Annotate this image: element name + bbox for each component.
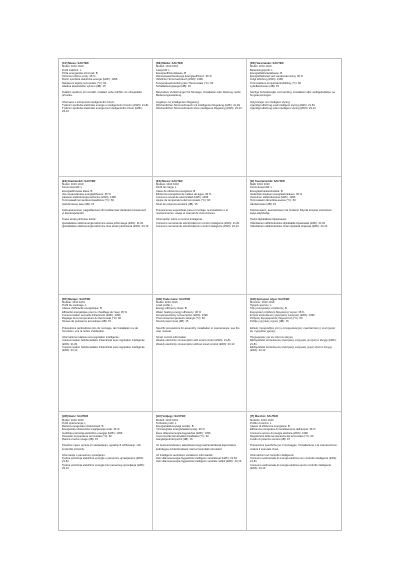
product-card [59,177,153,295]
spec-line: Energieffektivitetsklasse: B [250,71,283,75]
spec-line: Ενεργειακή απόδοση θέρμανσης νερού: 36 % [250,310,305,314]
note-line: Precauciones específicas para el montaje, la instalación o el mantenimiento: véase el manual de instrucciones. [156,208,228,215]
product-card [153,59,247,177]
spec-line: Vedenlämmityksen energiatehokkuus: 36 % [250,192,303,196]
product-card [247,59,341,177]
spec-line: Malli: 1010 1010 [250,183,270,186]
spec-line: Modell: 1010 1010 [156,418,179,422]
spec-line: Μοντέλο: 1010 1010 [250,300,275,304]
spec-line: Termostatens temperaturindstilling (°C): 60 [250,81,301,85]
card-title: [DK] Varemærke: SAUTER [250,62,284,65]
spec-line: Consommation annuelle d'électricité (kWh): 1396 [62,313,121,317]
spec-line: Vízmelegítési energiahatékonyság: 36 % [156,428,205,432]
product-card [247,412,341,530]
spec-line: Niveau de puissance acoustique (dB): 15 [62,320,112,324]
spec-line: Classe d'efficacité énergétique: B [62,307,102,311]
note-line: Iganädalane elektrienergia tarbimine aruka juhtimisega (kWh): 21,81 [62,221,144,225]
spec-line: Kuormitusprofiili: L [250,186,273,190]
spec-line: Helivõimsuse tase (dB): 15 [62,202,95,206]
spec-line: Ετήσια κατανάλωση ηλεκτρικής ενέργειας (kWh): 1396 [250,313,315,317]
spec-line: Nivel de potencia acústica (dB): 15 [156,202,198,206]
spec-line: Regolazioni della temperatura del termostato (°C): 60 [250,434,314,438]
card-title: [FR] Marque: SAUTER [62,297,91,301]
note-line: Týdenní spotřeba elektrické energie s inteligentním řízením (kWh): 21,81 [62,103,149,107]
spec-line: Äänitehotaso (dB): 15 [250,202,276,206]
note-line: Consommation hebdomadaire d'électricité avec régulation intelligente (kWh): 21,81 [62,339,145,346]
spec-line: Modèle: 1010 1010 [62,300,86,304]
note-line: Heti villamosenergia-fogyasztás intelligens vezérléssel (kWh): 21,81 [156,457,237,460]
spec-line: Energetska učinkovitost zagrijavanja vode: 36 % [62,428,120,432]
spec-line: Annual electricity consumption (kWh): 1396 [156,313,208,317]
spec-line: Årligt elforbrug (kWh): 1396 [250,78,283,82]
card-title: [GB] Trade name: SAUTER [156,297,191,301]
card-title: [ES] Marca: SAUTER [156,179,183,183]
spec-line: Třída energetické účinnosti: B [62,71,98,75]
card-title: [FI] Tavaramerkki: SAUTER [250,179,285,183]
spec-line: Nastavení teploty termostatu (°C): 60 [62,81,107,85]
spec-line: Consumo annuo di energia elettrica (kWh): 1396 [250,431,308,435]
note-line: Εβδομαδιαία κατανάλωση ηλεκτρικής ενέργειας με έξυπνο έλεγχο (kWh): 21,81 [250,339,337,346]
spec-line: Modelo: 1010 1010 [156,183,180,186]
spec-line: Modello: 1010 1010 [250,418,274,422]
spec-line: Účinnost ohřevu vody: 36 % [62,75,96,78]
note-line: Εβδομαδιαία κατανάλωση ηλεκτρικής ενέργειας χωρίς έξυπνο έλεγχο (kWh): 23,13 [250,345,332,352]
spec-line: Lydeffektniveau (dB): 15 [250,84,279,88]
spec-line: Ajuste de temperatura del termostato (°C): 60 [156,199,211,203]
note-line: Týdenní spotřeba elektrické energie bez inteligentního řízení (kWh): 23,13 [62,107,143,114]
spec-line: Model: 1010 1010 [156,300,178,304]
spec-line: Τάξη ενεργειακής απόδοσης: B [250,307,287,311]
note-line: Wöchentlicher Stromverbrauch mit intelligenter Regelung (kWh): 21,81 [156,103,241,107]
spec-line: Termostaatin lämpötila-asetus (°C): 60 [250,199,296,203]
spec-line: Hangteljesítményszint (dB): 15 [156,438,193,441]
spec-line: Mudel: 1010 1010 [62,183,84,186]
note-line: Ugentligt elforbrug med intelligent styring (kWh): 21,81 [250,103,315,107]
spec-line: Postavke temperature termostata (°C): 60 [62,434,112,438]
spec-line: Efficienza energetica di riscaldamento dell'acqua: 36 % [250,428,316,432]
spec-line: Energiatõhususe klass: B [62,189,93,193]
spec-line: Energy efficiency class: B [156,307,187,311]
note-line: Informacije o pametnom upravljanju: [62,453,106,457]
spec-line: Classe di efficienza energetica: B [250,425,290,428]
spec-line: Model: 1010 1010 [62,418,84,422]
spec-line: Réglage de la température du thermostat (°C): 60 [62,317,122,320]
note-line: Kokoamiseen, asentamiseen tai huoltoon liittyvät erityiset varotoimet: katso käyttöohje. [250,208,333,215]
note-line: Besondere Vorkehrungen für Montage, Installation oder Wartung: siehe Bedienungsanleitung. [156,91,241,98]
note-line: Informazioni sul controllo intelligente: [250,453,295,457]
spec-line: Eficiencia energética de caldeo de agua: 36 % [156,192,212,196]
product-card [59,295,153,413]
spec-line: Energieffektivitet ved vandopvarmning: 36 % [250,75,304,78]
spec-line: Water heating energy efficiency: 36 % [156,310,202,314]
product-card [153,295,247,413]
note-line: Az intelligens vezérlésre vonatkozó információk: [156,453,214,457]
note-line: Precauzioni specifiche per il montaggio, l'installazione o la manutenzione: vedere il manuale d'uso. [250,444,338,451]
note-line: Consumo settimanale di energia elettrica senza controllo intelligente (kWh): 23,13 [250,463,332,470]
product-fiche-sheet [58,58,342,531]
spec-line: Schallleistungspegel (dB): 15 [156,84,191,88]
spec-line: Profil zatížení: L [62,68,82,72]
note-line: Ειδικές προφυλάξεις για τη συναρμολόγηση, εγκατάσταση ή συντήρηση: βλ. εγχειρίδιο χρήσης. [250,326,336,333]
card-title: [CZ] Název: SAUTER [62,62,89,65]
spec-line: Razred energetske učinkovitosti: B [62,425,104,428]
spec-line: Consumo anual de electricidad (kWh): 1396 [156,196,209,199]
spec-line: Ρύθμιση θερμοκρασίας θερμοστάτη (°C): 60 [250,317,303,320]
spec-line: A termosztát hőmérséklet-beállítása (°C): 60 [156,434,209,438]
spec-line: Sound power level (dB): 15 [156,320,189,324]
spec-line: Profil de soutirage: L [62,304,87,307]
product-card [59,59,153,177]
note-line: Posebne mjere opreza pri sastavljanju, ugradnji ili održavanju: vidi korisnički priručnik. [62,444,141,451]
note-line: Viikoittainen sähkönkulutus ilman älykästä ohjausta (kWh): 23,13 [250,224,328,228]
spec-line: Profil opterećenja: L [62,421,86,425]
spec-line: Load profile: L [156,304,174,307]
note-line: Zvláštní opatření při montáži, instalaci nebo údržbě: viz uživatelská příručka. [62,91,142,98]
note-line: Viikoittainen sähkönkulutus älykkäällä ohjauksella (kWh): 21,81 [250,221,326,225]
note-line: Tjedna potrošnja električne energije bez pametnog upravljanja (kWh): 23,13 [62,463,145,470]
note-line: Consumo settimanale di energia elettrica con controllo intelligente (kWh): 21,81 [250,457,337,464]
note-line: Información sobre el control inteligente: [156,218,203,222]
spec-line: Model: 1010 1010 [62,65,84,69]
note-line: Consumo semanal de electricidad con control inteligente (kWh): 21,81 [156,221,240,225]
spec-line: Clase de eficiencia energética: B [156,189,196,193]
note-line: Oplysninger om intelligent styring: [250,100,291,104]
product-card [247,177,341,295]
spec-line: Éves villamosenergia-fogyasztás (kWh): 1396 [156,431,211,435]
note-line: Smart control information: [156,336,187,339]
spec-line: Lastprofil: L [156,68,170,72]
note-line: Tiedot älykkäästä ohjauksesta: [250,218,287,222]
note-line: Særlige forholdsregler ved samling, installation eller vedligeholdelse: se brugsanvisningen. [250,91,336,98]
card-title: [GR] Εμπορικό σήμα: SAUTER [250,297,290,301]
spec-line: Hladina akustického výkonu (dB): 15 [62,84,106,88]
note-line: Teave aruka juhtimise kohta: [62,218,97,222]
spec-line: Jährlicher Stromverbrauch (kWh): 1396 [156,78,203,82]
spec-line: Perfil de carga: L [156,186,177,190]
product-card [153,177,247,295]
note-line: Ugentligt elforbrug uden intelligent styring (kWh): 23,13 [250,107,316,110]
spec-line: Energiatehokkuusluokka: B [250,189,283,193]
spec-line: Προφίλ φορτίου: L [250,304,272,307]
spec-line: Thermostat temperature settings (°C): 60 [156,317,205,320]
spec-line: Warmwasserbereitungs-Energieeffizienz: 36 % [156,75,212,78]
spec-line: Energieeffizienzklasse: B [156,71,186,75]
note-line: Specific precautions for assembly, installation or maintenance: see the user manual. [156,326,240,333]
note-line: Précautions particulières lors du montage, de l'installation ou de l'entretien: voir la notice d'utilisation. [62,326,138,333]
spec-line: Livello di potenza sonora (dB): 15 [250,438,291,441]
spec-line: Termostaadi temperatuuriseadistus (°C): 60 [62,199,114,203]
spec-line: Model: 1010 1010 [250,65,272,69]
note-line: Informace o schopnosti inteligentního řízení: [62,100,115,104]
product-card [247,295,341,413]
spec-line: Profilo di carico: L [250,421,272,425]
product-card [153,412,247,530]
note-line: Πληροφορίες για τον έξυπνο έλεγχο: [250,336,294,339]
spec-line: Koormusprofiil: L [62,186,83,190]
spec-line: Στάθμη ηχητικής ισχύος (dB): 15 [250,320,289,324]
spec-line: Energiahatékonysági osztály: B [156,425,194,428]
spec-line: Modell: 1010 1010 [156,65,179,69]
spec-line: Terhelési profil: L [156,421,177,425]
note-line: Iganädalane elektrienergia tarbimine ilma aruka juhtimiseta (kWh): 23,13 [62,224,149,228]
note-line: Consommation hebdomadaire d'électricité sans régulation intelligente (kWh): 23,13 [62,345,145,352]
note-line: Informations relatives à la régulation intelligente: [62,336,120,339]
note-line: Heti villamosenergia-fogyasztás intelligens vezérlés nélkül (kWh): 23,13 [156,460,242,464]
card-title: [DE] Marke: SAUTER [156,62,183,65]
note-line: Tjedna potrošnja električne energije s pametnim upravljanjem (kWh): 21,81 [62,457,144,464]
spec-line: Vuotuinen sähkönkulutus (kWh): 1396 [250,196,296,199]
spec-line: Belastningsprofil: L [250,68,273,72]
card-title: [IT] Marchio: SAUTER [250,415,278,419]
note-line: Kokkupanemisel, paigaldamisel või hooldamisel võetavad erimeetmed: vt kasutusjuhendit. [62,208,147,215]
card-title: [EE] Kaubamärk: SAUTER [62,179,96,183]
note-line: Weekly electricity consumption without smart control (kWh): 23,13 [156,342,235,346]
product-card [59,412,153,530]
spec-line: Godišnja potrošnja električne energije (kWh): 1396 [62,431,123,435]
card-title: [HU] Védjegy: SAUTER [156,415,186,419]
note-line: Az összeszereléssel, telepítéssel vagy karbantartással kapcsolatos különleges óvintézkedések: lásd a használati útmutatót. [156,444,236,451]
note-line: Angaben zur intelligenten Regelung: [156,100,200,104]
spec-line: Temperatureinstellung des Thermostats (°C): 60 [156,81,214,85]
spec-line: Roční spotřeba elektrické energie (kWh): 1396 [62,78,118,82]
spec-line: Aastane elektrienergia tarbimine (kWh): 1396 [62,196,116,199]
note-line: Weekly electricity consumption with smart control (kWh): 21,81 [156,339,231,343]
note-line: Consumo semanal de electricidad sin control inteligente (kWh): 23,13 [156,224,239,228]
card-title: [HR] Naziv: SAUTER [62,415,89,419]
spec-line: Razina zvučne snage (dB): 15 [62,438,99,441]
spec-line: Vee soojendamise energiatõhusus: 36 % [62,192,111,196]
note-line: Wöchentlicher Stromverbrauch ohne intelligente Regelung (kWh): 23,13 [156,107,242,110]
spec-line: Efficacité énergétique pour le chauffage de l'eau: 36 % [62,310,127,314]
